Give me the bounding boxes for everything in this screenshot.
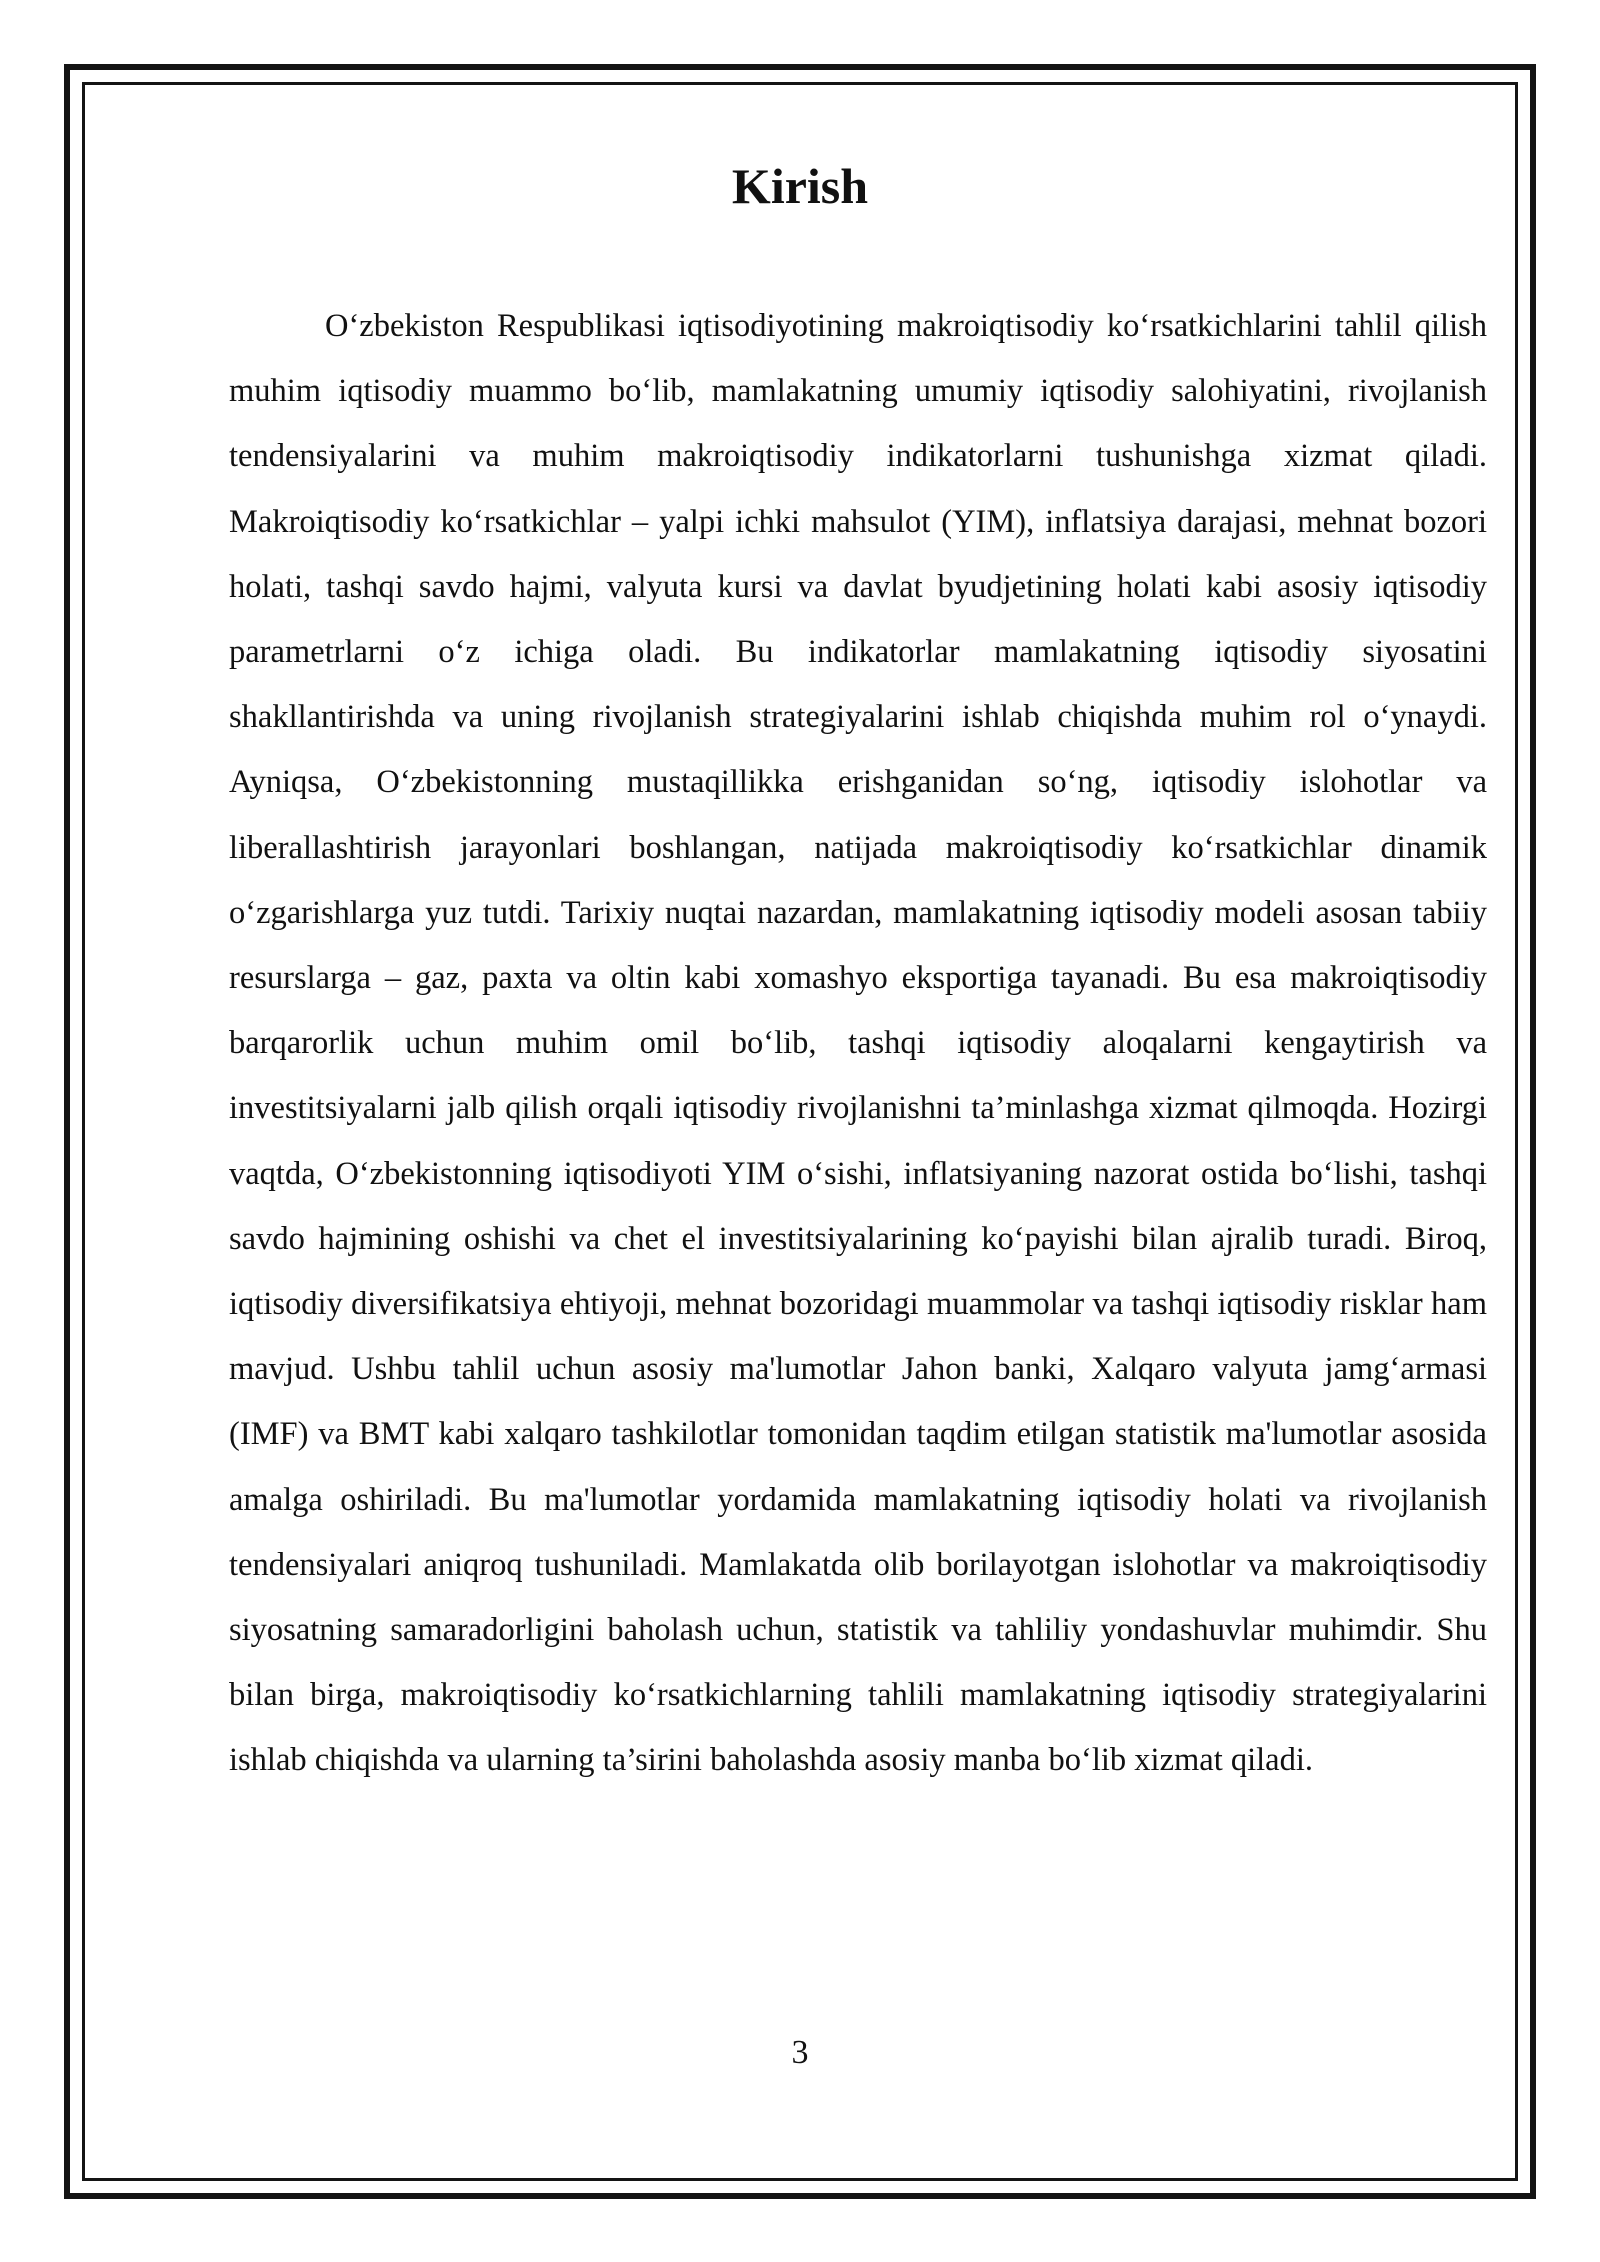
page-number: 3 bbox=[791, 2034, 809, 2071]
body-paragraph: O‘zbekiston Respublikasi iqtisodiyotining makroiqtisodiy ko‘rsatkichlarini tahlil qilish muhim iqtisodiy muammo bo‘lib, mamlakatning umumiy iqtisodiy salohiyatini, rivojlanish tendensiyalarini va muhim makroiqtisodiy indikatorlarni tushunishga xizmat qiladi. Makroiqtisodiy ko‘rsatkichlar – yalpi ichki mahsulot (YIM), inflatsiya darajasi, mehnat bozori holati, tashqi savdo hajmi, valyuta kursi va davlat byudjetining holati kabi asosiy iqtisodiy parametrlarni o‘z ichiga oladi. Bu indikatorlar mamlakatning iqtisodiy siyosatini shakllantirishda va uning rivojlanish strategiyalarini ishlab chiqishda muhim rol o‘ynaydi. Ayniqsa, O‘zbekistonning mustaqillikka erishganidan so‘ng, iqtisodiy islohotlar va liberallashtirish jarayonlari boshlangan, natijada makroiqtisodiy ko‘rsatkichlar dinamik o‘zgarishlarga yuz tutdi. Tarixiy nuqtai nazardan, mamlakatning iqtisodiy modeli asosan tabiiy resurslarga – gaz, paxta va oltin kabi xomashyo eksportiga tayanadi. Bu esa makroiqtisodiy barqarorlik uchun muhim omil bo‘lib, tashqi iqtisodiy aloqalarni kengaytirish va investitsiyalarni jalb qilish orqali iqtisodiy rivojlanishni ta’minlashga xizmat qilmoqda. Hozirgi vaqtda, O‘zbekistonning iqtisodiyoti YIM o‘sishi, inflatsiyaning nazorat ostida bo‘lishi, tashqi savdo hajmining oshishi va chet el investitsiyalarining ko‘payishi bilan ajralib turadi. Biroq, iqtisodiy diversifikatsiya ehtiyoji, mehnat bozoridagi muammolar va tashqi iqtisodiy risklar ham mavjud. Ushbu tahlil uchun asosiy ma'lumotlar Jahon banki, Xalqaro valyuta jamg‘armasi (IMF) va BMT kabi xalqaro tashkilotlar tomonidan taqdim etilgan statistik ma'lumotlar asosida amalga oshiriladi. Bu ma'lumotlar yordamida mamlakatning iqtisodiy holati va rivojlanish tendensiyalari aniqroq tushuniladi. Mamlakatda olib borilayotgan islohotlar va makroiqtisodiy siyosatning samaradorligini baholash uchun, statistik va tahliliy yondashuvlar muhimdir. Shu bilan birga, makroiqtisodiy ko‘rsatkichlarning tahlili mamlakatning iqtisodiy strategiyalarini ishlab chiqishda va ularning ta’sirini baholashda asosiy manba bo‘lib xizmat qiladi. bbox=[229, 308, 1487, 1779]
page-title: Kirish bbox=[731, 158, 869, 214]
